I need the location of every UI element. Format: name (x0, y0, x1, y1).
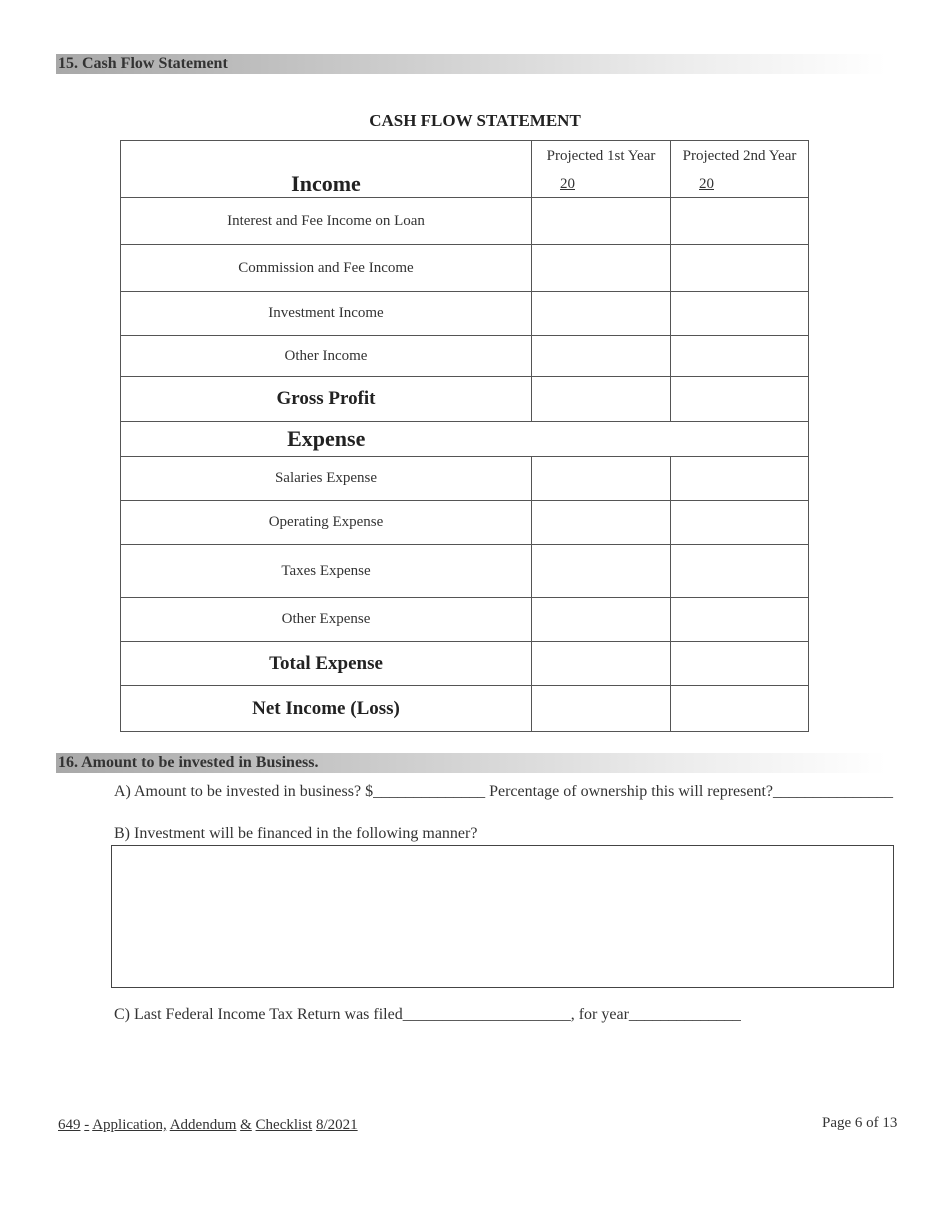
input-cell[interactable] (532, 686, 671, 732)
input-cell[interactable] (532, 245, 671, 292)
input-cell[interactable] (671, 336, 809, 377)
col2-year-prefix: 20 (699, 175, 714, 192)
input-cell[interactable] (671, 501, 809, 545)
input-cell[interactable] (671, 598, 809, 642)
form-number: 649 (58, 1117, 81, 1133)
col1-year-cell[interactable] (532, 171, 671, 198)
table-row (121, 336, 809, 377)
gross-profit-row (121, 377, 809, 422)
row-label: Other Expense (121, 598, 532, 642)
col2-header: Projected 2nd Year (671, 141, 809, 172)
input-cell[interactable] (532, 457, 671, 501)
row-label: Taxes Expense (121, 545, 532, 598)
row-label: Operating Expense (121, 501, 532, 545)
input-cell[interactable] (532, 598, 671, 642)
question-b: B) Investment will be financed in the following manner? (114, 825, 478, 842)
page-number: Page 6 of 13 (822, 1115, 898, 1131)
section-16-header (56, 753, 886, 773)
input-cell[interactable] (532, 198, 671, 245)
row-label: Investment Income (121, 292, 532, 336)
footer-application: Application, (92, 1117, 167, 1133)
input-cell[interactable] (671, 292, 809, 336)
header-row (121, 141, 809, 172)
question-a[interactable]: A) Amount to be invested in business? $______________ Percentage of ownership this will represent?_______________ (114, 783, 893, 800)
table-row (121, 501, 809, 545)
input-cell[interactable] (671, 545, 809, 598)
question-c[interactable]: C) Last Federal Income Tax Return was filed_____________________, for year______________ (114, 1006, 741, 1023)
net-income-row (121, 686, 809, 732)
input-cell[interactable] (671, 198, 809, 245)
net-income-label: Net Income (Loss) (121, 686, 532, 732)
total-expense-row (121, 642, 809, 686)
row-label: Other Income (121, 336, 532, 377)
col2-year-cell[interactable] (671, 171, 809, 198)
table-row (121, 457, 809, 501)
footer-sep: - (84, 1117, 90, 1133)
input-cell[interactable] (532, 545, 671, 598)
financing-text-box[interactable] (111, 845, 894, 988)
col1-year-prefix: 20 (560, 175, 575, 192)
income-heading: Income (121, 171, 532, 198)
footer-addendum: Addendum (169, 1117, 237, 1133)
section-15-header (56, 54, 886, 74)
col1-header: Projected 1st Year (532, 141, 671, 172)
input-cell[interactable] (532, 292, 671, 336)
input-cell[interactable] (671, 642, 809, 686)
row-label: Salaries Expense (121, 457, 532, 501)
input-cell[interactable] (532, 501, 671, 545)
footer-date: 8/2021 (315, 1117, 358, 1133)
input-cell[interactable] (532, 642, 671, 686)
cash-flow-table (120, 140, 809, 732)
gross-profit-label: Gross Profit (121, 377, 532, 422)
input-cell[interactable] (671, 457, 809, 501)
expense-heading-filler (532, 422, 809, 457)
expense-heading-row (121, 422, 809, 457)
row-label: Interest and Fee Income on Loan (121, 198, 532, 245)
row-label: Commission and Fee Income (121, 245, 532, 292)
table-row (121, 198, 809, 245)
footer-amp: & (240, 1117, 252, 1133)
input-cell[interactable] (671, 245, 809, 292)
table-row (121, 598, 809, 642)
input-cell[interactable] (532, 336, 671, 377)
year-row (121, 171, 809, 198)
input-cell[interactable] (532, 377, 671, 422)
cash-flow-title: CASH FLOW STATEMENT (369, 111, 581, 130)
footer-checklist: Checklist (255, 1117, 313, 1133)
table-row (121, 292, 809, 336)
blank-header-cell (121, 141, 532, 172)
section-16-title: 16. Amount to be invested in Business. (58, 754, 319, 771)
table-row (121, 245, 809, 292)
input-cell[interactable] (671, 686, 809, 732)
total-expense-label: Total Expense (121, 642, 532, 686)
section-15-title: 15. Cash Flow Statement (58, 55, 228, 72)
expense-heading: Expense (121, 422, 532, 457)
footer-form-id (58, 1117, 358, 1134)
table-row (121, 545, 809, 598)
input-cell[interactable] (671, 377, 809, 422)
